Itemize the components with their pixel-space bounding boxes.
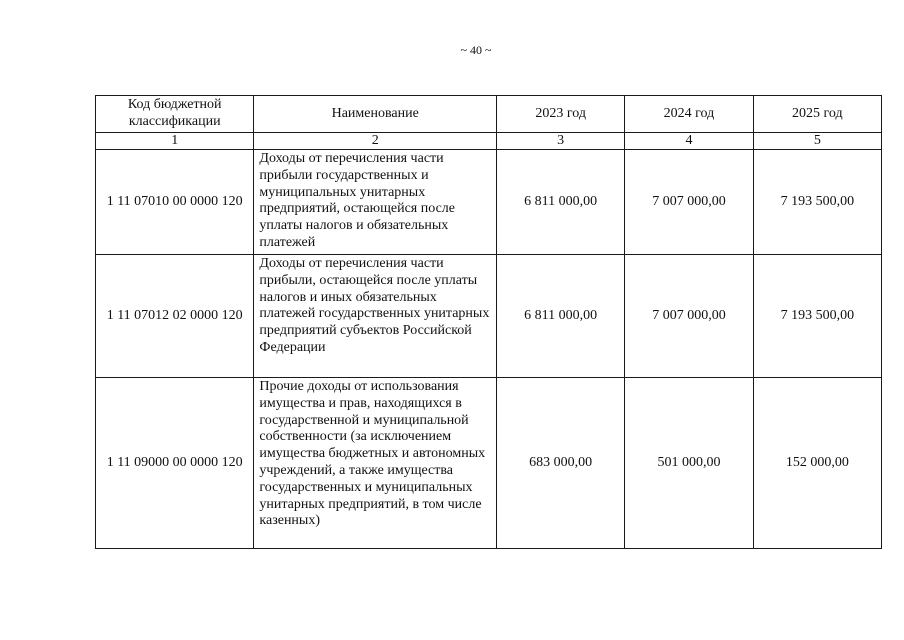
revenue-name-cell: Прочие доходы от использования имущества и прав, находящихся в государственной и муниципальной собственности (за исключением имущества бюджетных и автономных учреждений, а также имущества государственных и муниципальных унитарных предприятий, в том числе казенных) — [254, 378, 497, 549]
column-number-row — [96, 133, 882, 150]
table-row — [96, 150, 882, 255]
column-number: 2 — [254, 133, 497, 150]
budget-code-cell: 1 11 07012 02 0000 120 — [96, 255, 254, 378]
table-header-row — [96, 96, 882, 133]
budget-code-cell: 1 11 07010 00 0000 120 — [96, 150, 254, 255]
value-2023-cell: 6 811 000,00 — [497, 150, 625, 255]
column-number: 1 — [96, 133, 254, 150]
table-row — [96, 378, 882, 549]
budget-table — [95, 95, 882, 549]
header-2023: 2023 год — [497, 96, 625, 133]
column-number: 4 — [625, 133, 753, 150]
value-2023-cell: 6 811 000,00 — [497, 255, 625, 378]
header-code: Код бюджетной классификации — [96, 96, 254, 133]
value-2025-cell: 152 000,00 — [753, 378, 881, 549]
page-number: ~ 40 ~ — [460, 43, 492, 57]
revenue-name-cell: Доходы от перечисления части прибыли государственных и муниципальных унитарных предприятий, остающейся после уплаты налогов и обязательных платежей — [254, 150, 497, 255]
header-2025: 2025 год — [753, 96, 881, 133]
column-number: 5 — [753, 133, 881, 150]
budget-code-cell: 1 11 09000 00 0000 120 — [96, 378, 254, 549]
value-2024-cell: 501 000,00 — [625, 378, 753, 549]
value-2025-cell: 7 193 500,00 — [753, 255, 881, 378]
table-row — [96, 255, 882, 378]
value-2024-cell: 7 007 000,00 — [625, 150, 753, 255]
value-2024-cell: 7 007 000,00 — [625, 255, 753, 378]
header-name: Наименование — [254, 96, 497, 133]
header-2024: 2024 год — [625, 96, 753, 133]
value-2025-cell: 7 193 500,00 — [753, 150, 881, 255]
revenue-name-cell: Доходы от перечисления части прибыли, остающейся после уплаты налогов и иных обязательных платежей государственных унитарных предприятий субъектов Российской Федерации — [254, 255, 497, 378]
value-2023-cell: 683 000,00 — [497, 378, 625, 549]
column-number: 3 — [497, 133, 625, 150]
